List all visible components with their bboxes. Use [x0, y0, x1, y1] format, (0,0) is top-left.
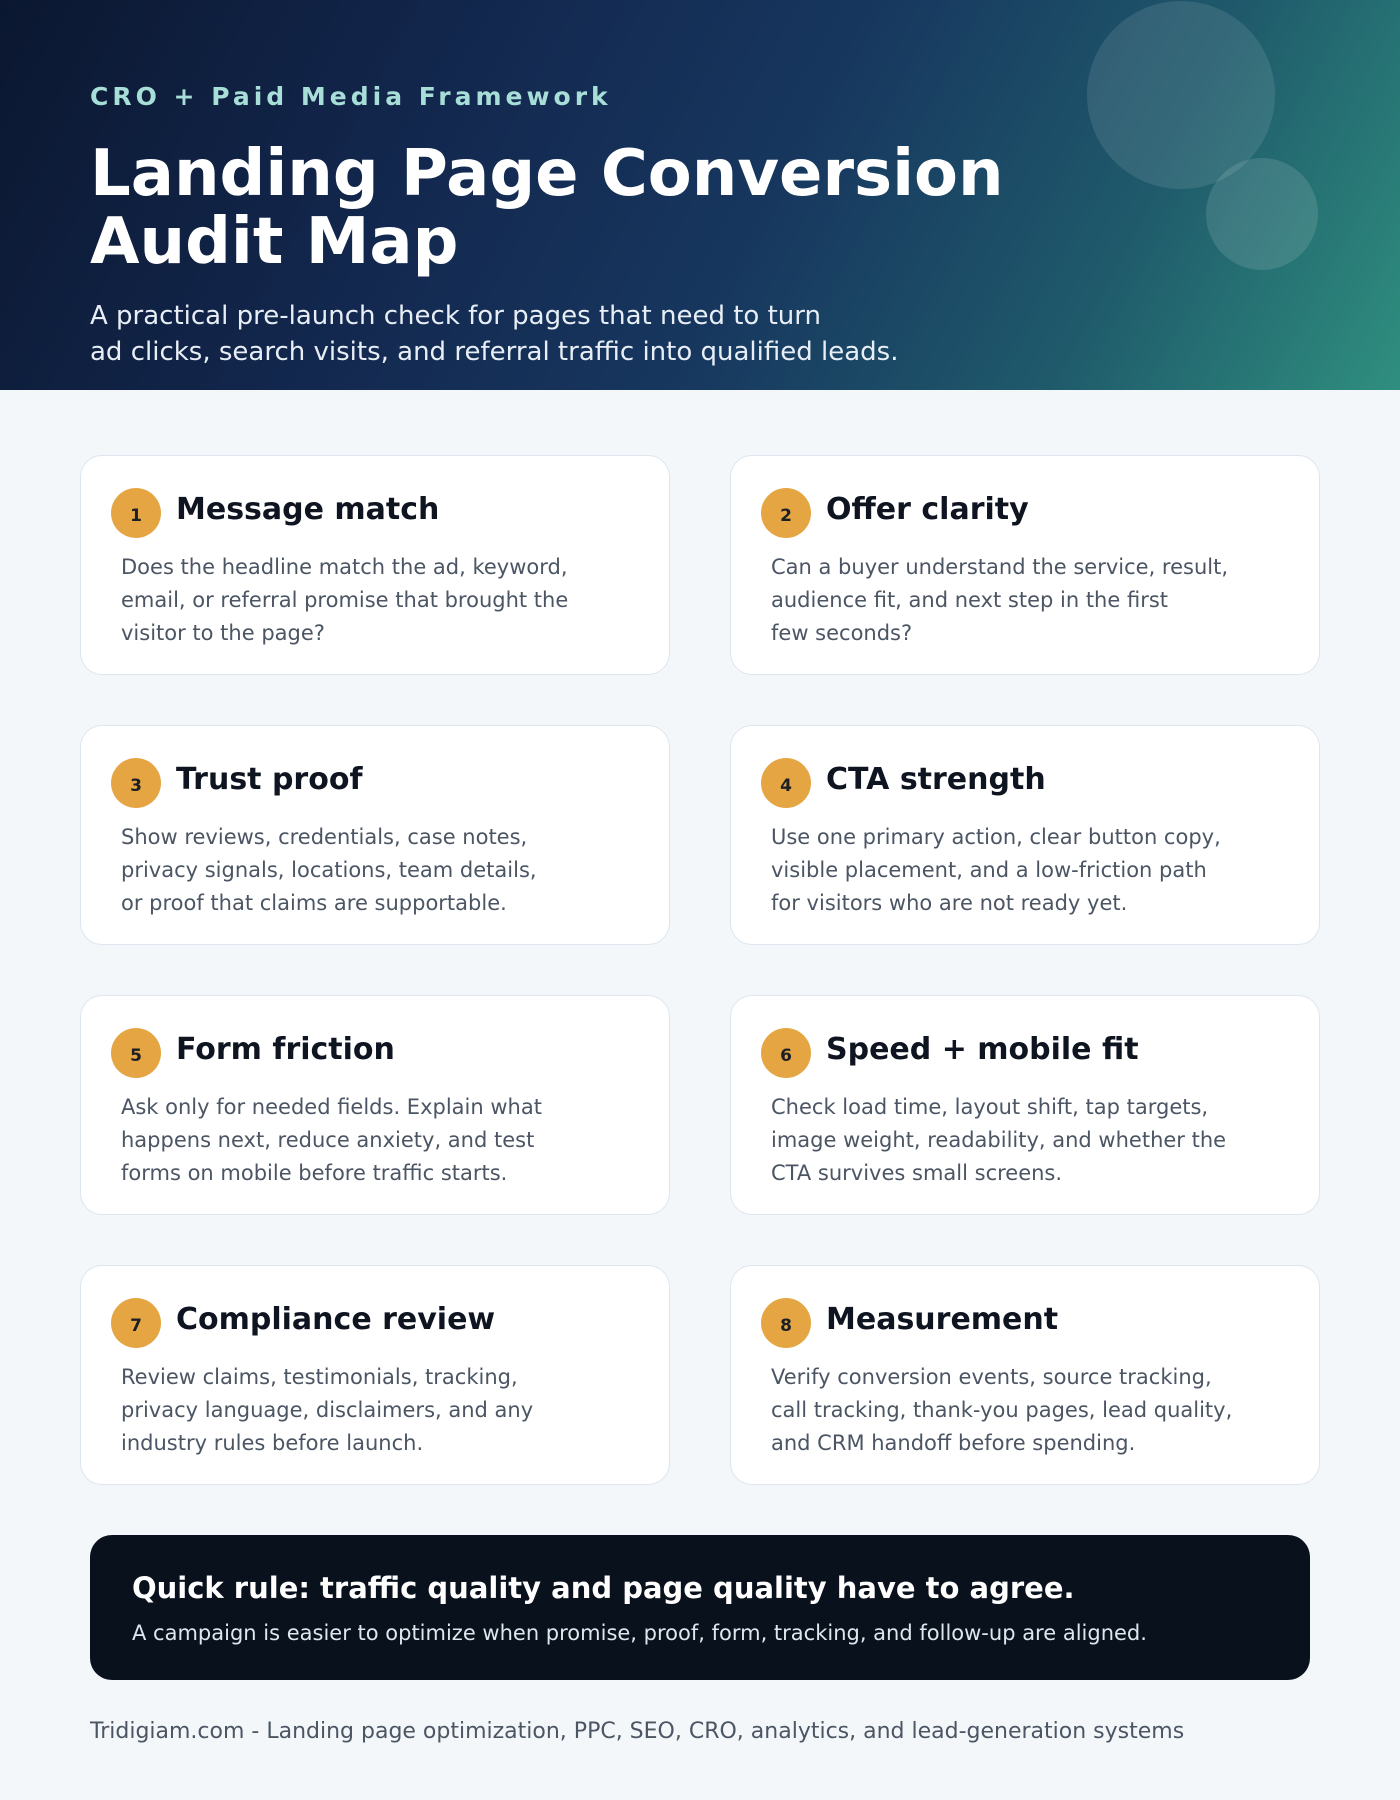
card-description-line: few seconds? [771, 621, 913, 645]
card-description [771, 821, 1291, 920]
quick-rule-title: Quick rule: traffic quality and page quality have to agree. [132, 1571, 1075, 1605]
card-title: Message match [176, 492, 440, 527]
card-title: Offer clarity [826, 492, 1029, 527]
card-number-badge: 3 [111, 758, 161, 808]
card-number-badge: 2 [761, 488, 811, 538]
card-title: Speed + mobile fit [826, 1032, 1139, 1067]
card-description-line: or proof that claims are supportable. [121, 891, 507, 915]
card-description-line: email, or referral promise that brought the [121, 588, 569, 612]
card-number-badge: 1 [111, 488, 161, 538]
audit-card-trust-proof [80, 725, 670, 945]
card-number-badge: 5 [111, 1028, 161, 1078]
audit-card-compliance-review [80, 1265, 670, 1485]
card-description-line: privacy signals, locations, team details, [121, 858, 537, 882]
card-description [121, 1361, 641, 1460]
card-number-badge: 7 [111, 1298, 161, 1348]
card-description [121, 821, 641, 920]
card-description-line: Use one primary action, clear button copy, [771, 825, 1221, 849]
card-description-line: and CRM handoff before spending. [771, 1431, 1136, 1455]
card-description-line: Check load time, layout shift, tap targets, [771, 1095, 1209, 1119]
card-description [771, 1361, 1291, 1460]
card-number-badge: 6 [761, 1028, 811, 1078]
card-number-badge: 8 [761, 1298, 811, 1348]
card-description [121, 551, 641, 650]
card-number-badge: 4 [761, 758, 811, 808]
card-description-line: for visitors who are not ready yet. [771, 891, 1128, 915]
card-description-line: Can a buyer understand the service, result, [771, 555, 1229, 579]
page-title-line-2: Audit Map [90, 205, 459, 279]
page-subtitle-line-1: A practical pre-launch check for pages that need to turn [90, 301, 821, 331]
audit-card-speed-mobile-fit [730, 995, 1320, 1215]
card-description-line: image weight, readability, and whether the [771, 1128, 1227, 1152]
page-title-line-1: Landing Page Conversion [90, 137, 1004, 211]
card-description-line: industry rules before launch. [121, 1431, 424, 1455]
audit-card-message-match [80, 455, 670, 675]
card-description-line: visitor to the page? [121, 621, 325, 645]
quick-rule-text: A campaign is easier to optimize when promise, proof, form, tracking, and follow-up are aligned. [132, 1621, 1147, 1645]
card-title: Form friction [176, 1032, 395, 1067]
card-description [771, 551, 1291, 650]
eyebrow-label: CRO + Paid Media Framework [90, 82, 612, 111]
footer-credit: Tridigiam.com - Landing page optimization, PPC, SEO, CRO, analytics, and lead-generation systems [90, 1719, 1185, 1744]
card-description-line: call tracking, thank-you pages, lead quality, [771, 1398, 1233, 1422]
audit-card-form-friction [80, 995, 670, 1215]
card-description-line: visible placement, and a low-friction path [771, 858, 1207, 882]
card-description-line: Ask only for needed fields. Explain what [121, 1095, 542, 1119]
audit-card-cta-strength [730, 725, 1320, 945]
card-title: Trust proof [176, 762, 363, 797]
page-subtitle-line-2: ad clicks, search visits, and referral traffic into qualified leads. [90, 337, 899, 367]
card-description-line: privacy language, disclaimers, and any [121, 1398, 534, 1422]
audit-card-measurement [730, 1265, 1320, 1485]
card-description-line: Review claims, testimonials, tracking, [121, 1365, 518, 1389]
quick-rule-banner [90, 1535, 1310, 1680]
card-description-line: Show reviews, credentials, case notes, [121, 825, 528, 849]
card-description [121, 1091, 641, 1190]
audit-card-offer-clarity [730, 455, 1320, 675]
card-description [771, 1091, 1291, 1190]
card-description-line: Verify conversion events, source tracking, [771, 1365, 1212, 1389]
card-description-line: Does the headline match the ad, keyword, [121, 555, 568, 579]
card-title: Compliance review [176, 1302, 496, 1337]
card-description-line: happens next, reduce anxiety, and test [121, 1128, 535, 1152]
card-description-line: forms on mobile before traffic starts. [121, 1161, 508, 1185]
card-description-line: CTA survives small screens. [771, 1161, 1063, 1185]
card-description-line: audience fit, and next step in the first [771, 588, 1169, 612]
card-title: CTA strength [826, 762, 1046, 797]
card-title: Measurement [826, 1302, 1059, 1337]
